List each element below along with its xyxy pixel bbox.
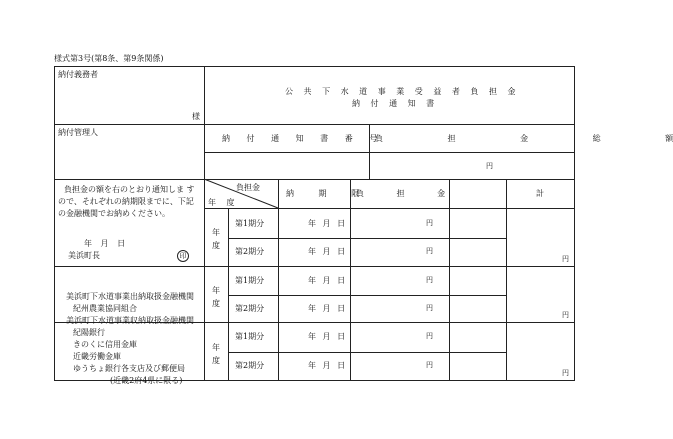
notice-line-3: の金融機関でお納めください。 (58, 209, 170, 218)
bank-line: 美浜町下水道事業出納取扱金融機関 (66, 292, 194, 301)
period-label: 第1期分 (235, 276, 265, 285)
group-total-yen: 円 (562, 255, 569, 263)
period-label: 第2期分 (235, 361, 265, 370)
mayor-label: 美浜町長 (68, 251, 100, 260)
amount-header: 負 担 金 (356, 189, 446, 198)
corner-top-label: 負担金 (236, 183, 260, 192)
total-amount-label: 負 担 金 総 額 (375, 134, 673, 143)
group-total-yen: 円 (562, 369, 569, 377)
bank-line: 美浜町下水道事業収納取扱金融機関 (66, 316, 194, 325)
period-date: 年 月 日 (308, 361, 346, 370)
year-label: 年度 (212, 228, 220, 250)
bank-line: 近畿労働金庫 (73, 352, 121, 361)
period-date: 年 月 日 (308, 247, 346, 256)
notice-number-label: 納 付 通 知 書 番 号 (222, 134, 385, 143)
deadline-header: 納 期 限 (286, 189, 360, 198)
year-label: 年度 (212, 343, 220, 365)
period-date: 年 月 日 (308, 304, 346, 313)
form-number: 様式第3号(第8条、第9条関係) (54, 54, 164, 63)
period-yen: 円 (426, 276, 433, 284)
form-title: 公 共 下 水 道 事 業 受 益 者 負 担 金 (285, 87, 520, 96)
period-yen: 円 (426, 304, 433, 312)
period-date: 年 月 日 (308, 276, 346, 285)
notice-date: 年 月 日 (84, 239, 126, 248)
notice-line-2: ので、それぞれの納期限までに、下記 (58, 197, 194, 206)
period-label: 第1期分 (235, 332, 265, 341)
corner-bottom-label: 年 度 (208, 198, 235, 207)
group-total-yen: 円 (562, 311, 569, 319)
bank-line: 紀陽銀行 (73, 328, 105, 337)
period-yen: 円 (426, 361, 433, 369)
period-label: 第2期分 (235, 247, 265, 256)
period-label: 第2期分 (235, 304, 265, 313)
period-yen: 円 (426, 219, 433, 227)
period-date: 年 月 日 (308, 332, 346, 341)
seal-mark: 印 (177, 250, 189, 262)
bank-line: 紀州農業協同組合 (73, 304, 137, 313)
period-date: 年 月 日 (308, 219, 346, 228)
bank-line: きのくに信用金庫 (73, 340, 137, 349)
bank-line: ゆうちょ銀行各支店及び郵便局 (73, 364, 185, 373)
total-yen: 円 (486, 162, 493, 170)
sama-label: 様 (192, 112, 200, 121)
notice-line-1: 負担金の額を右のとおり通知しま す (64, 185, 195, 194)
period-yen: 円 (426, 247, 433, 255)
bank-line: (近畿2府4県に限る) (110, 376, 183, 385)
period-label: 第1期分 (235, 219, 265, 228)
payer-label: 納付義務者 (58, 70, 98, 79)
year-label: 年度 (212, 286, 220, 308)
form-title-sub: 納 付 通 知 書 (352, 99, 439, 108)
manager-label: 納付管理人 (58, 128, 98, 137)
period-yen: 円 (426, 332, 433, 340)
total-header: 計 (536, 189, 544, 198)
